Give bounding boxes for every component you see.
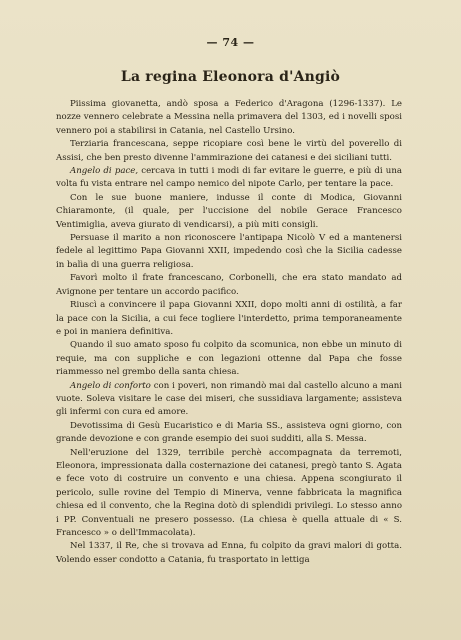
paragraph-text: Favorì molto il frate francescano, Corbonelli, che era stato mandato ad Avignone per tentare un accordo pacifico.	[56, 273, 402, 297]
paragraph-lead: Angelo di conforto	[70, 380, 151, 391]
paragraph	[56, 420, 402, 447]
paragraph-text: Devotissima di Gesù Eucaristico e di Maria SS., assisteva ogni giorno, con grande devozione e con grande esempio dei suoi sudditi, alla S. Messa.	[56, 420, 402, 445]
paragraph-text: cercava in tutti i modi di far evitare le guerre, e più di una volta fu vista entrare nel campo nemico del nipote Carlo, per tentare la pace.	[56, 166, 403, 190]
paragraph-text: Con le sue buone maniere, indusse il conte di Modica, Giovanni Chiaramonte, (il quale, per l'uccisione del nobile Gerace Francesco Ventimiglia, aveva giurato di vendicarsi), a più miti consigli.	[56, 192, 402, 230]
paragraph	[56, 98, 402, 138]
paragraph-text: Terziaria francescana, seppe ricopiare così bene le virtù del poverello di Assisi, che ben presto divenne l'ammirazione dei catanesi e dei siciliani tutti.	[56, 139, 402, 163]
paragraph	[56, 380, 402, 420]
paragraph	[56, 138, 402, 165]
paragraph-lead: Angelo di pace,	[70, 166, 139, 177]
paragraph	[56, 299, 402, 339]
paragraph	[56, 232, 402, 272]
page-number: — 74 —	[206, 36, 255, 49]
paragraph	[56, 165, 402, 192]
paragraph-text: Piissima giovanetta, andò sposa a Federico d'Aragona (1296-1337). Le nozze vennero celebrate a Messina nella primavera del 1303, ed i novelli sposi vennero poi a stabilirsi in Catania, nel Castello Ursino.	[56, 99, 402, 136]
paragraph	[56, 339, 402, 379]
paragraph-text: Persuase il marito a non riconoscere l'antipapa Nicolò V ed a mantenersi fedele al legittimo Papa Giovanni XXII, impedendo così che la Sicilia cadesse in balìa di una guerra religiosa.	[56, 233, 402, 270]
paragraph-text: Nell'eruzione del 1329, terribile perchè accompagnata da terremoti, Eleonora, impressionata dalla costernazione dei catanesi, pregò tanto S. Agata e fece voto di costruire un convento e una chiesa. Appena scongiurato il pericolo, sulle rovine del Tempio di Minerva, venne fabbricata la magnifica chiesa ed il convento, che la Regina dotò di splendidi privilegi. Lo stesso anno i PP. Conventuali ne presero possesso. (La chiesa è quella attuale di « S. Francesco » o dell'Immacolata).	[56, 447, 402, 538]
paragraph	[56, 540, 402, 567]
paragraph-text: con i poveri, non rimandò mai dal castello alcuno a mani vuote. Soleva visitare le case dei miseri, che sussidiava largamente; assisteva gli infermi con cura ed amore.	[56, 380, 403, 418]
paragraph	[56, 192, 402, 232]
paragraph	[56, 447, 402, 541]
paragraph-text: Riuscì a convincere il papa Giovanni XXII, dopo molti anni di ostilità, a far la pace con la Sicilia, a cui fece togliere l'interdetto, prima temporaneamente e poi in maniera definitiva.	[56, 300, 402, 337]
body-text	[56, 98, 402, 567]
page-title: La regina Eleonora d'Angiò	[120, 69, 341, 85]
paragraph-text: Nel 1337, il Re, che si trovava ad Enna, fu colpito da gravi malori di gotta. Volendo esser condotto a Catania, fu trasportato in lettiga	[56, 541, 402, 565]
paragraph	[56, 272, 402, 299]
paragraph-text: Quando il suo amato sposo fu colpito da scomunica, non ebbe un minuto di requie, ma con suppliche e con legazioni ottenne dal Papa che fosse riammesso nel grembo della santa chiesa.	[56, 340, 402, 378]
